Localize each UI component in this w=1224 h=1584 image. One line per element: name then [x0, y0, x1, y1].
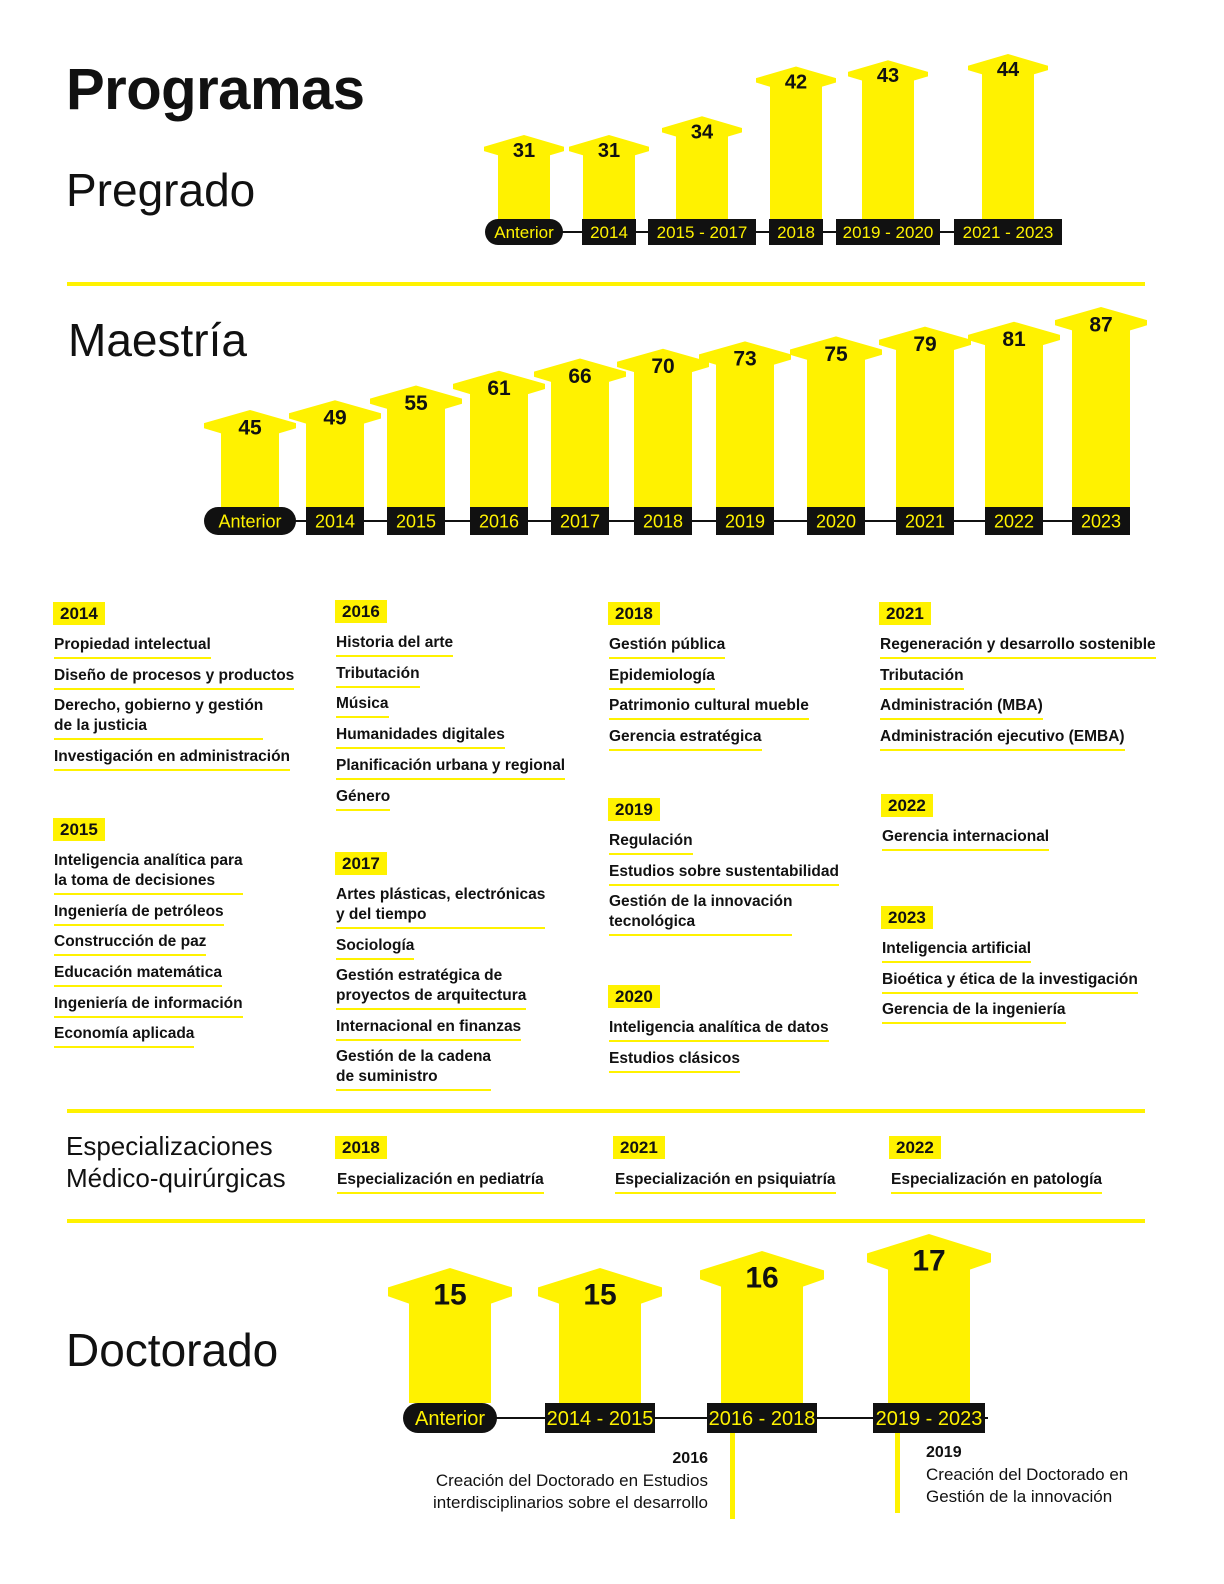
- doctorado-2019-2023-tick-label: 2019 - 2023: [875, 1408, 983, 1431]
- especializaciones-line-1: Especializaciones: [66, 1131, 273, 1161]
- maestria-program-item: Epidemiología: [609, 666, 715, 690]
- doctorado-2019-2023-value-label: 17: [912, 1244, 946, 1278]
- maestria-program-item: Estudios clásicos: [609, 1049, 740, 1073]
- maestria-2019-tick-label: 2019: [724, 511, 766, 532]
- maestria-year-tag-2018: 2018: [608, 602, 660, 625]
- doctorado-2014-2015-value-label: 15: [583, 1278, 617, 1312]
- pregrado-2018-tick-label: 2018: [777, 223, 815, 243]
- pregrado-2019-2020-bar: [862, 75, 914, 219]
- maestria-program-item: Ingeniería de petróleos: [54, 902, 224, 926]
- maestria-2021-value-label: 79: [913, 332, 937, 356]
- doctorado-anterior-value-label: 15: [433, 1278, 467, 1312]
- pregrado-2015-2017-bar: [676, 131, 728, 219]
- pregrado-2019-2020-value-label: 43: [876, 65, 900, 88]
- maestria-program-item: Historia del arte: [336, 633, 453, 657]
- maestria-program-item: Gestión pública: [609, 635, 725, 659]
- maestria-2023-value-label: 87: [1089, 313, 1113, 337]
- maestria-anterior-tick-label: Anterior: [218, 511, 282, 532]
- maestria-2018-value-label: 70: [651, 355, 675, 379]
- maestria-2019-bar: [716, 358, 774, 507]
- pregrado-2021-2023-bar: [982, 69, 1034, 219]
- maestria-2020-tick-label: 2020: [815, 511, 857, 532]
- maestria-2015-bar: [387, 402, 445, 507]
- maestria-year-tag-2022: 2022: [881, 794, 933, 817]
- maestria-2020-bar: [807, 353, 865, 507]
- maestria-program-item: Gestión de la cadena de suministro: [336, 1047, 491, 1091]
- page-title: Programas: [66, 57, 365, 122]
- maestria-program-item: Educación matemática: [54, 963, 222, 987]
- maestria-anterior-value-label: 45: [238, 416, 262, 440]
- especializacion-item: Especialización en psiquiatría: [615, 1170, 836, 1194]
- maestria-2021-tick-label: 2021: [904, 511, 946, 532]
- pregrado-2015-2017-tick-label: 2015 - 2017: [656, 223, 748, 243]
- maestria-2015-tick-label: 2015: [395, 511, 437, 532]
- maestria-2016-value-label: 61: [487, 377, 511, 401]
- maestria-2022-value-label: 81: [1002, 328, 1026, 352]
- maestria-2022-bar: [985, 339, 1043, 507]
- maestria-program-item: Inteligencia analítica para la toma de decisiones: [54, 851, 243, 895]
- maestria-year-tag-2014: 2014: [53, 602, 105, 625]
- note-marker-2019: [895, 1433, 900, 1513]
- maestria-year-tag-2021: 2021: [879, 602, 931, 625]
- doctorado-note-2016: [433, 1448, 708, 1514]
- maestria-program-item: Gerencia internacional: [882, 827, 1049, 851]
- maestria-2018-tick-label: 2018: [642, 511, 684, 532]
- maestria-program-item: Ingeniería de información: [54, 994, 243, 1018]
- doctorado-note-year: 2016: [672, 1450, 708, 1467]
- section-title-doctorado: Doctorado: [66, 1324, 279, 1376]
- maestria-program-item: Género: [336, 787, 390, 811]
- especializacion-year-tag-2021: 2021: [613, 1136, 665, 1159]
- maestria-year-tag-2023: 2023: [881, 906, 933, 929]
- maestria-2022-tick-label: 2022: [993, 511, 1035, 532]
- doctorado-2016-2018-value-label: 16: [745, 1261, 779, 1295]
- pregrado-2015-2017-value-label: 34: [690, 121, 714, 144]
- maestria-2016-bar: [470, 388, 528, 507]
- especializacion-year-tag-2018: 2018: [335, 1136, 387, 1159]
- maestria-2018-bar: [634, 366, 692, 507]
- doctorado-2016-2018-tick-label: 2016 - 2018: [708, 1408, 816, 1431]
- pregrado-2018-value-label: 42: [784, 71, 808, 94]
- maestria-2019-value-label: 73: [733, 347, 757, 371]
- maestria-program-item: Regulación: [609, 831, 693, 855]
- maestria-year-tag-2015: 2015: [53, 818, 105, 841]
- maestria-program-item: Investigación en administración: [54, 747, 290, 771]
- especializacion-item: Especialización en pediatría: [337, 1170, 544, 1194]
- maestria-2023-bar: [1072, 324, 1130, 507]
- section-title-pregrado: Pregrado: [66, 164, 256, 216]
- maestria-program-item: Inteligencia artificial: [882, 939, 1031, 963]
- especializacion-item: Especialización en patología: [891, 1170, 1102, 1194]
- maestria-program-item: Derecho, gobierno y gestión de la justicia: [54, 696, 263, 740]
- maestria-program-item: Bioética y ética de la investigación: [882, 970, 1138, 994]
- pregrado-anterior-tick-label: Anterior: [494, 223, 554, 243]
- pregrado-anterior-value-label: 31: [512, 140, 536, 162]
- maestria-2014-value-label: 49: [323, 406, 347, 430]
- pregrado-2014-value-label: 31: [597, 140, 621, 162]
- maestria-program-item: Gerencia de la ingeniería: [882, 1000, 1066, 1024]
- maestria-program-item: Estudios sobre sustentabilidad: [609, 862, 839, 886]
- pregrado-2019-2020-tick-label: 2019 - 2020: [842, 223, 934, 243]
- maestria-program-item: Sociología: [336, 936, 414, 960]
- pregrado-2021-2023-value-label: 44: [996, 59, 1020, 81]
- maestria-program-item: Artes plásticas, electrónicas y del tiempo: [336, 885, 545, 929]
- maestria-2015-value-label: 55: [404, 391, 428, 415]
- especializacion-year-tag-2022: 2022: [889, 1136, 941, 1159]
- maestria-program-item: Música: [336, 694, 389, 718]
- maestria-year-tag-2016: 2016: [335, 600, 387, 623]
- especializaciones-line-2: Médico-quirúrgicas: [66, 1163, 286, 1193]
- maestria-year-tag-2020: 2020: [608, 985, 660, 1008]
- maestria-program-item: Economía aplicada: [54, 1024, 194, 1048]
- doctorado-anterior-tick-label: Anterior: [414, 1408, 486, 1431]
- doctorado-2014-2015-tick-label: 2014 - 2015: [546, 1408, 654, 1431]
- maestria-program-item: Gestión de la innovación tecnológica: [609, 892, 792, 936]
- maestria-program-item: Tributación: [336, 664, 420, 688]
- doctorado-note-year: 2019: [926, 1444, 962, 1461]
- maestria-program-item: Administración ejecutivo (EMBA): [880, 727, 1125, 751]
- maestria-program-item: Construcción de paz: [54, 932, 206, 956]
- maestria-program-item: Propiedad intelectual: [54, 635, 211, 659]
- maestria-program-item: Tributación: [880, 666, 964, 690]
- maestria-program-item: Planificación urbana y regional: [336, 756, 565, 780]
- maestria-program-item: Gerencia estratégica: [609, 727, 762, 751]
- maestria-year-tag-2019: 2019: [608, 798, 660, 821]
- maestria-2017-value-label: 66: [568, 364, 592, 388]
- maestria-2017-tick-label: 2017: [559, 511, 601, 532]
- maestria-2021-bar: [896, 344, 954, 507]
- maestria-program-item: Internacional en finanzas: [336, 1017, 521, 1041]
- maestria-program-item: Administración (MBA): [880, 696, 1043, 720]
- section-title-maestria: Maestría: [68, 314, 247, 366]
- maestria-program-item: Humanidades digitales: [336, 725, 505, 749]
- maestria-program-item: Gestión estratégica de proyectos de arquitectura: [336, 966, 526, 1010]
- maestria-2023-tick-label: 2023: [1080, 511, 1122, 532]
- maestria-year-tag-2017: 2017: [335, 852, 387, 875]
- maestria-2016-tick-label: 2016: [478, 511, 520, 532]
- maestria-2017-bar: [551, 376, 609, 508]
- pregrado-2014-tick-label: 2014: [590, 223, 628, 243]
- maestria-program-item: Regeneración y desarrollo sostenible: [880, 635, 1156, 659]
- maestria-2014-tick-label: 2014: [314, 511, 356, 532]
- pregrado-2018-bar: [770, 81, 822, 219]
- doctorado-note-text: Creación del Doctorado en Gestión de la innovación: [926, 1465, 1129, 1506]
- maestria-program-item: Inteligencia analítica de datos: [609, 1018, 829, 1042]
- doctorado-note-2019: [926, 1442, 1128, 1508]
- maestria-2020-value-label: 75: [824, 342, 848, 366]
- maestria-program-item: Diseño de procesos y productos: [54, 666, 294, 690]
- maestria-program-item: Patrimonio cultural mueble: [609, 696, 809, 720]
- doctorado-note-text: Creación del Doctorado en Estudios interdisciplinarios sobre el desarrollo: [433, 1471, 708, 1512]
- pregrado-2021-2023-tick-label: 2021 - 2023: [962, 223, 1054, 243]
- note-marker-2016: [730, 1433, 735, 1519]
